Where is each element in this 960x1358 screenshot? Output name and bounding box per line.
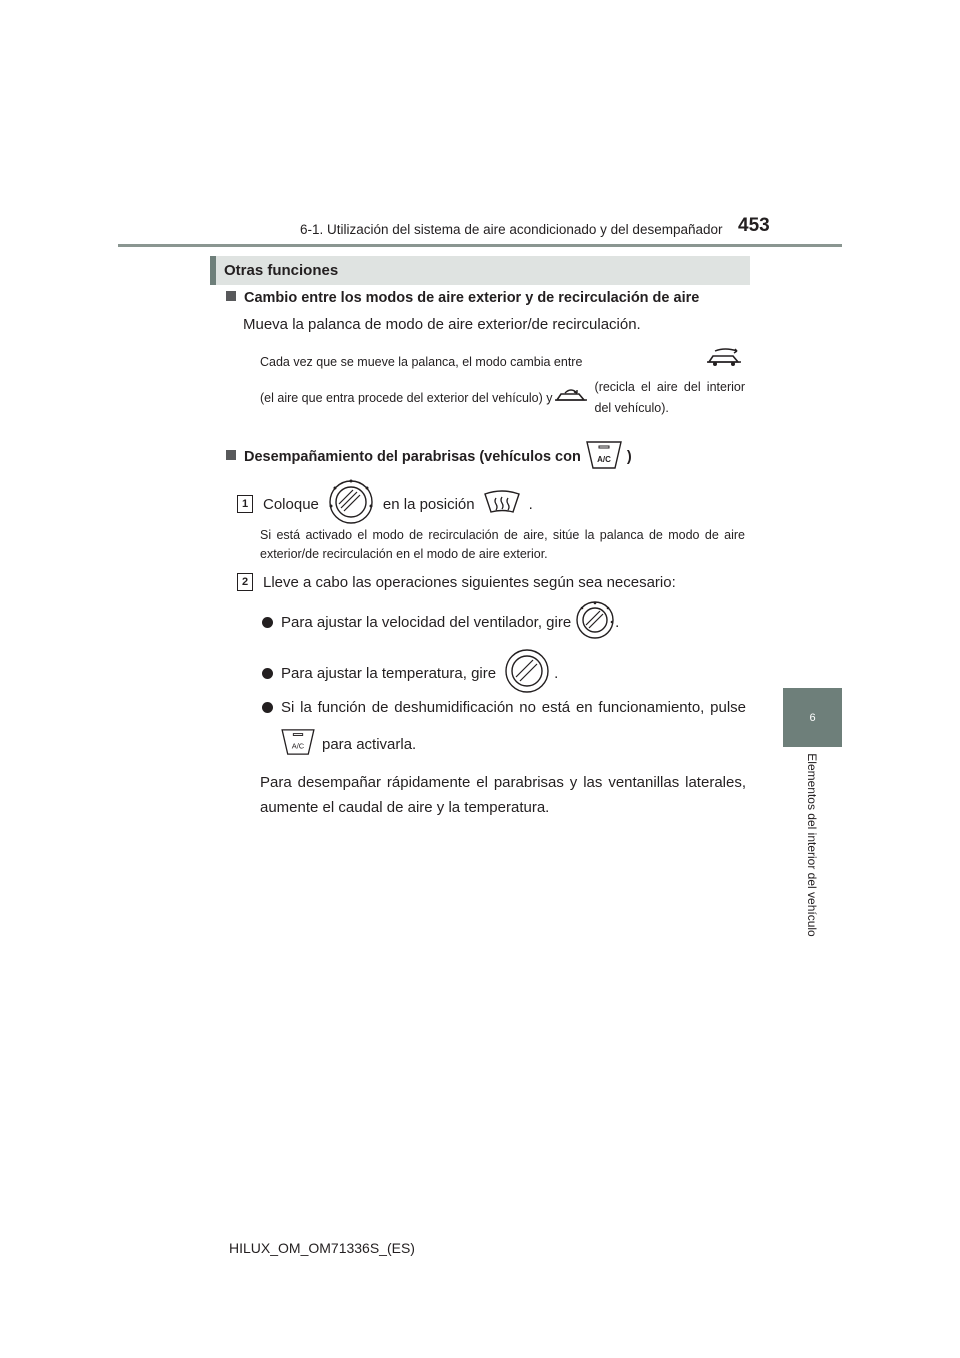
bullet2-text-b: . bbox=[554, 664, 559, 682]
header-rule bbox=[118, 244, 842, 247]
block1-note-part3: (recicla el aire del interior del vehículo). bbox=[594, 380, 745, 415]
bullet-dehumidify-cont bbox=[280, 728, 416, 760]
bullet-fan-speed bbox=[262, 600, 619, 644]
block1-note bbox=[260, 350, 745, 418]
step2-text: Lleve a cabo las operaciones siguientes según sea necesario: bbox=[263, 573, 676, 591]
bullet3-text-a: Si la función de deshumidificación no está en funcionamiento, pulse bbox=[281, 699, 746, 716]
block2-heading-text: Desempañamiento del parabrisas (vehículos con bbox=[244, 448, 581, 465]
closing-paragraph: Para desempañar rápidamente el parabrisas y las ventanillas laterales, aumente el caudal de aire y la temperatura. bbox=[260, 774, 746, 816]
step1-text-b: en la posición bbox=[382, 495, 475, 513]
ac-button-label: A/C bbox=[291, 741, 305, 751]
step1-number: 1 bbox=[237, 495, 253, 513]
bullet1-text-a: Para ajustar la velocidad del ventilador, gire bbox=[281, 613, 572, 631]
square-bullet-icon bbox=[226, 450, 236, 460]
chapter-tab-label: Elementos del interior del vehículo bbox=[805, 753, 819, 937]
square-bullet-icon bbox=[226, 291, 236, 301]
document-code: HILUX_OM_OM71336S_(ES) bbox=[229, 1240, 415, 1256]
bullet3-text-b: para activarla. bbox=[322, 735, 417, 753]
step2-number: 2 bbox=[237, 573, 253, 591]
mode-dial-icon bbox=[327, 478, 375, 530]
bullet-temperature bbox=[262, 648, 558, 698]
bullet-dot-icon bbox=[262, 617, 273, 628]
section-heading-text: Otras funciones bbox=[224, 262, 339, 279]
recirculation-icon bbox=[553, 384, 589, 413]
bullet1-text-b: . bbox=[615, 613, 620, 631]
block1-body: Mueva la palanca de modo de aire exterior/de recirculación. bbox=[243, 316, 641, 333]
chapter-tab-number: 6 bbox=[809, 712, 816, 724]
bullet-dehumidify bbox=[262, 699, 746, 716]
block2-heading bbox=[226, 440, 632, 474]
block2-heading-close: ) bbox=[626, 448, 632, 465]
outside-air-icon bbox=[705, 348, 745, 377]
ac-button-icon bbox=[280, 728, 316, 760]
bullet-dot-icon bbox=[262, 668, 273, 679]
windshield-defrost-icon bbox=[483, 488, 521, 520]
step1-text-c: . bbox=[528, 495, 533, 513]
step1-text-a: Coloque bbox=[263, 495, 319, 513]
page-number: 453 bbox=[738, 215, 770, 236]
chapter-tab bbox=[783, 688, 842, 747]
ac-button-label: A/C bbox=[596, 455, 611, 464]
chapter-title: 6-1. Utilización del sistema de aire acondicionado y del desempañador bbox=[300, 222, 723, 237]
fan-speed-dial-icon bbox=[575, 600, 615, 644]
block1-note-part1: Cada vez que se mueve la palanca, el modo cambia entre bbox=[260, 354, 583, 369]
block1-note-part2: (el aire que entra procede del exterior del vehículo) y bbox=[260, 390, 553, 405]
block1-heading bbox=[226, 290, 699, 306]
section-heading bbox=[210, 256, 750, 285]
step1-note: Si está activado el modo de recirculación de aire, sitúe la palanca de modo de aire exterior/de recirculación en el modo de aire exterior. bbox=[260, 528, 745, 561]
bullet2-text-a: Para ajustar la temperatura, gire bbox=[281, 664, 497, 682]
bullet-dot-icon bbox=[262, 702, 273, 713]
block1-heading-text: Cambio entre los modos de aire exterior y de recirculación de aire bbox=[244, 290, 700, 306]
step1 bbox=[237, 478, 533, 530]
ac-button-icon bbox=[585, 440, 623, 474]
temperature-dial-icon bbox=[504, 648, 550, 698]
section-heading-bar bbox=[210, 256, 216, 285]
step2 bbox=[237, 573, 676, 591]
